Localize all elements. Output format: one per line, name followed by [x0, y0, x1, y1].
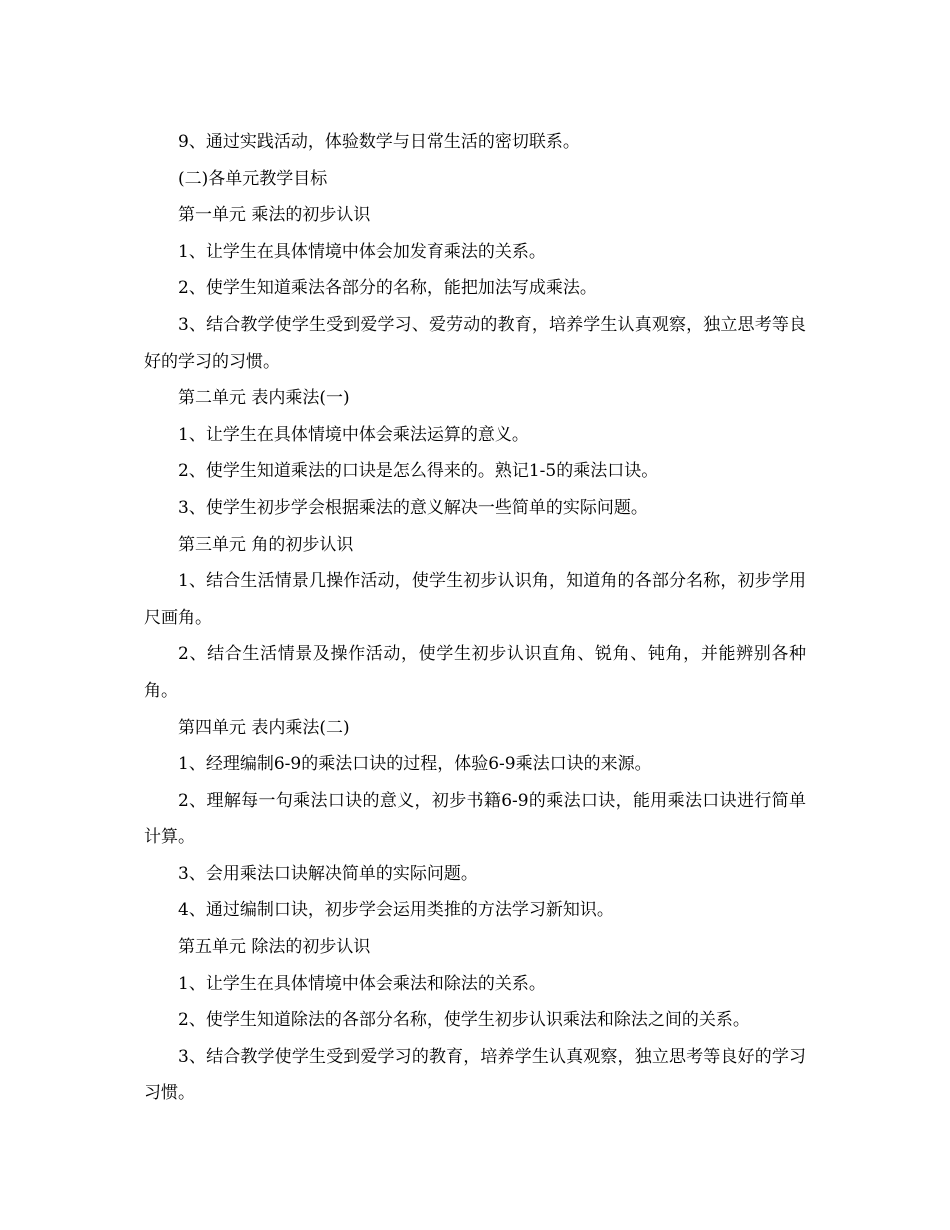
unit-2-heading: 第二单元 表内乘法(一) [178, 388, 350, 409]
section-heading-unit-goals: (二)各单元教学目标 [178, 168, 328, 189]
unit-1-item-2: 2、使学生知道乘法各部分的名称，能把加法写成乘法。 [178, 278, 597, 299]
unit-2-item-3: 3、使学生初步学会根据乘法的意义解决一些简单的实际问题。 [178, 497, 648, 518]
unit-5-heading: 第五单元 除法的初步认识 [178, 937, 371, 958]
unit-4-item-4: 4、通过编制口诀，初步学会运用类推的方法学习新知识。 [178, 900, 614, 921]
unit-2-item-2: 2、使学生知道乘法的口诀是怎么得来的。熟记1-5的乘法口诀。 [178, 461, 659, 482]
unit-2-item-1: 1、让学生在具体情境中体会乘法运算的意义。 [178, 424, 529, 445]
unit-4-heading: 第四单元 表内乘法(二) [178, 717, 350, 738]
unit-3-heading: 第三单元 角的初步认识 [178, 534, 354, 555]
unit-5-item-3: 3、结合教学使学生受到爱学习的教育，培养学生认真观察，独立思考等良好的学习习惯。 [144, 1046, 806, 1104]
unit-1-heading: 第一单元 乘法的初步认识 [178, 205, 371, 226]
unit-5-item-1: 1、让学生在具体情境中体会乘法和除法的关系。 [178, 973, 546, 994]
unit-4-item-3: 3、会用乘法口诀解决简单的实际问题。 [178, 863, 478, 884]
document-body [144, 124, 806, 1112]
unit-4-item-1: 1、经理编制6-9的乘法口诀的过程，体验6-9乘法口诀的来源。 [178, 754, 652, 775]
unit-3-item-1: 1、结合生活情景几操作活动，使学生初步认识角，知道角的各部分名称，初步学用尺画角。 [144, 571, 806, 628]
unit-3-item-2: 2、结合生活情景及操作活动，使学生初步认识直角、锐角、钝角，并能辨别各种角。 [144, 644, 806, 701]
unit-5-item-2: 2、使学生知道除法的各部分名称，使学生初步认识乘法和除法之间的关系。 [178, 1010, 750, 1031]
unit-4-item-2: 2、理解每一句乘法口诀的意义，初步书籍6-9的乘法口诀，能用乘法口诀进行简单计算。 [144, 790, 806, 848]
unit-1-item-1: 1、让学生在具体情境中体会加发育乘法的关系。 [178, 241, 546, 262]
unit-1-item-3: 3、结合教学使学生受到爱学习、爱劳动的教育，培养学生认真观察，独立思考等良好的学习的习惯。 [144, 314, 806, 372]
paragraph-goal-9: 9、通过实践活动，体验数学与日常生活的密切联系。 [178, 132, 580, 152]
